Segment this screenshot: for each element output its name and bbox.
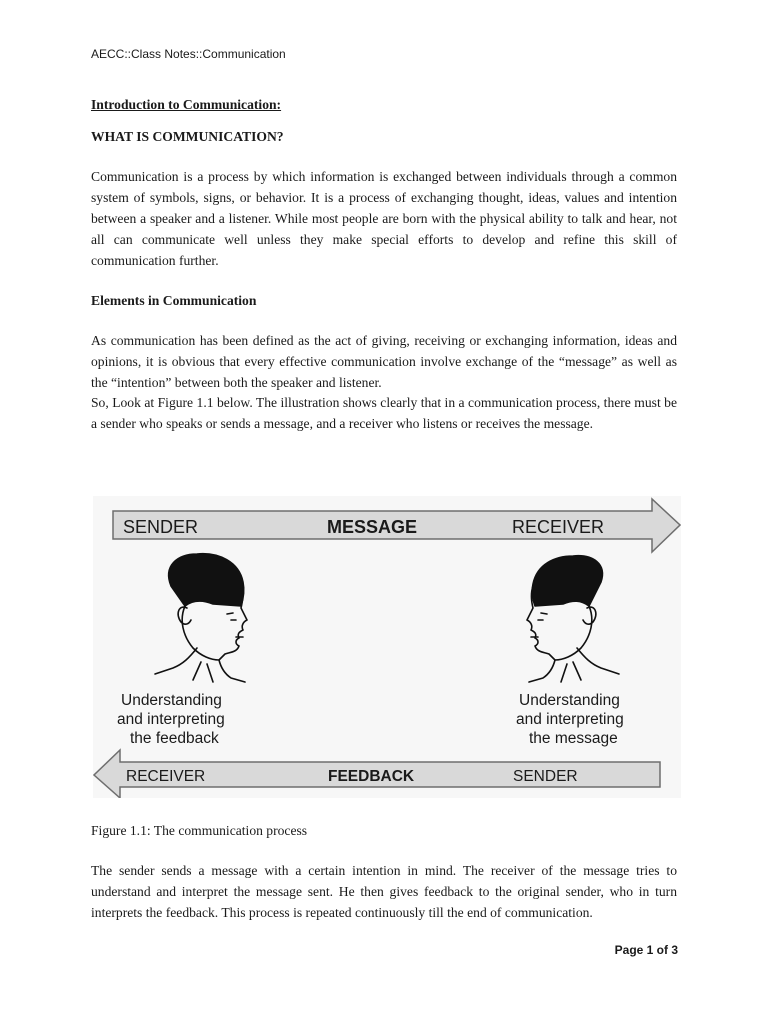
section-heading-what-is-communication: WHAT IS COMMUNICATION? (91, 129, 284, 144)
figure-background (93, 496, 681, 798)
arrow-label-sender-bottom: SENDER (513, 768, 578, 785)
paragraph-process-description: The sender sends a message with a certain intention in mind. The receiver of the message tries to understand and interpret the message sent. He then gives feedback to the original sender, who in turn interprets the feedback. This process is repeated continuously till the end of communication. (91, 863, 677, 920)
paragraph-definition: Communication is a process by which information is exchanged between individuals through a common system of symbols, signs, or behavior. It is a process of exchanging thought, ideas, values and intention between a speaker and a listener. While most people are born with the physical ability to talk and hear, not all can communicate well unless they make special efforts to develop and refine this skill of communication further. (91, 169, 677, 268)
section-title-introduction: Introduction to Communication: (91, 97, 282, 112)
caption-message-interpretation: Understanding and interpreting the message (516, 692, 624, 747)
figure-illustration (93, 496, 681, 798)
communication-process-figure (93, 496, 681, 798)
paragraph-elements: As communication has been defined as the act of giving, receiving or exchanging information, ideas and opinions, it is obvious that every effective communication involve exchange of the “message” as well as the “intention” between both the speaker and listener. (91, 333, 677, 390)
arrow-label-receiver-top: RECEIVER (512, 517, 605, 537)
paragraph-figure-reference: So, Look at Figure 1.1 below. The illustration shows clearly that in a communication process, there must be a sender who speaks or sends a message, and a receiver who listens or receives the message. (91, 395, 677, 431)
caption-feedback-interpretation: Understanding and interpreting the feedback (117, 692, 225, 747)
arrow-label-sender-top: SENDER (123, 517, 199, 537)
arrow-label-message: MESSAGE (327, 517, 418, 537)
section-heading-elements: Elements in Communication (91, 293, 257, 308)
figure-caption: Figure 1.1: The communication process (91, 823, 308, 838)
arrow-label-feedback: FEEDBACK (328, 768, 415, 785)
page-number: Page 1 of 3 (614, 943, 678, 957)
arrow-label-receiver-bottom: RECEIVER (126, 768, 206, 785)
document-header: AECC::Class Notes::Communication (91, 47, 286, 61)
